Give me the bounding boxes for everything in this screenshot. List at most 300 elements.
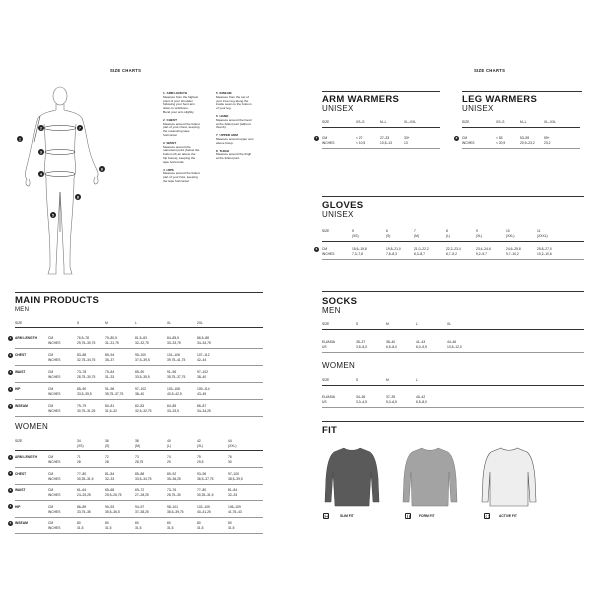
men-row-cm-label: CM bbox=[48, 370, 54, 374]
men-in-cell: 30,75–31,25 bbox=[77, 409, 96, 413]
leg_warmers-header-cell: XS–S bbox=[496, 120, 505, 124]
socks-women-header-cell: S bbox=[356, 378, 359, 382]
svg-text:2: 2 bbox=[40, 126, 42, 131]
women-in-cell: 36,5–37,75 bbox=[197, 476, 214, 481]
men-in-cell: 33,5–35,5 bbox=[135, 375, 150, 379]
gloves-sub: UNISEX bbox=[322, 210, 354, 219]
men-row-name: WAIST bbox=[15, 370, 26, 374]
men-in-cell: 32,5–32,75 bbox=[135, 409, 152, 413]
women-in-cell: 31,5 bbox=[197, 526, 204, 530]
fit-title: FIT bbox=[322, 425, 338, 436]
women-in-cell: 30,25–31,5 bbox=[77, 476, 94, 481]
women-header-cell: 38 bbox=[135, 439, 139, 443]
women-in-cell: 31,5 bbox=[77, 526, 84, 530]
women-cm-cell: 80 bbox=[105, 521, 109, 525]
women-row-name: CHEST bbox=[15, 471, 27, 476]
women-cm-cell: 75 bbox=[197, 455, 201, 459]
men-in-cell: 31–31,75 bbox=[105, 341, 119, 345]
socks-women-us-cell: 3,0–4,5 bbox=[356, 400, 367, 404]
women-cm-cell: 86–89 bbox=[77, 504, 87, 509]
women-cm-cell: 61–64 bbox=[77, 488, 87, 492]
women-cm-cell: 71 bbox=[77, 455, 81, 459]
women-in-cell: 24–25,25 bbox=[77, 493, 91, 497]
women-in-cell: 38,5–39,5 bbox=[228, 476, 243, 481]
leg_warmers-cm-cell: 53–59 bbox=[520, 136, 530, 140]
women-cm-cell: 90–93 bbox=[105, 504, 115, 509]
men-cm-cell: 91–96 bbox=[105, 387, 115, 391]
women-cm-cell: 106–109 bbox=[228, 504, 241, 509]
men-row-in-label: INCHES bbox=[48, 341, 61, 345]
women-in-cell: 37–38,25 bbox=[135, 509, 149, 514]
leg-warmers-rule bbox=[462, 91, 582, 92]
women-in-cell: 35,5–36,5 bbox=[105, 509, 120, 514]
men-cm-cell: 86,5–88 bbox=[197, 336, 209, 340]
men-in-cell: 38–40 bbox=[197, 375, 207, 379]
arm_warmers-header-rule bbox=[322, 127, 440, 128]
svg-text:3: 3 bbox=[40, 150, 42, 155]
gloves-cm-cell: 19,8–21,0 bbox=[386, 247, 401, 251]
socks-women-us-cell: 6,5–8,0 bbox=[416, 400, 427, 404]
socks-men-us-cell: 6,5–8,0 bbox=[386, 345, 397, 349]
men-row-name: HIP bbox=[15, 387, 21, 391]
socks-women-eu-label: EU/ASIA bbox=[322, 395, 336, 399]
gloves-header-cell: 7 bbox=[414, 229, 416, 233]
women-row-in-label: INCHES bbox=[48, 476, 61, 481]
socks-men-eu-cell: 44–46 bbox=[447, 340, 457, 344]
women-header-cell: 44 bbox=[228, 439, 232, 443]
women-in-cell: 30,25–31,5 bbox=[197, 493, 214, 497]
form-fit-label: FORM FIT bbox=[419, 514, 435, 518]
men-header-cell: SIZE bbox=[15, 321, 23, 325]
women-row-cm-label: CM bbox=[48, 504, 54, 509]
socks-women-label: WOMEN bbox=[322, 361, 356, 370]
women-cm-cell: 72 bbox=[105, 455, 109, 459]
arm-warmers-rule bbox=[322, 91, 440, 92]
gloves-header-cell: 8 bbox=[446, 229, 448, 233]
leg_warmers-in-cell: < 20,9 bbox=[496, 141, 506, 145]
gloves-in-cell: 9,7–10,2 bbox=[506, 252, 519, 256]
women-row-in-label: INCHES bbox=[48, 460, 61, 464]
men-row-name: INSEAM bbox=[15, 404, 28, 408]
women-in-cell: 31,5 bbox=[228, 526, 235, 530]
women-in-cell: 30 bbox=[228, 460, 232, 464]
form-fit-shirt-image bbox=[400, 444, 460, 510]
men-cm-cell: 84–85,5 bbox=[167, 336, 179, 340]
leg_warmers-cm-label: CM bbox=[462, 136, 468, 140]
svg-text:4: 4 bbox=[40, 172, 42, 177]
leg_warmers-cm-cell: 59+ bbox=[544, 136, 550, 140]
men-cm-cell: 76,5–78 bbox=[77, 336, 89, 340]
women-header-cell: 40 bbox=[167, 439, 171, 443]
women-in-cell: 33,75–35 bbox=[77, 509, 91, 514]
active-fit-shirt-image bbox=[479, 444, 539, 510]
men-cm-cell: 81,5–83 bbox=[135, 336, 147, 340]
svg-text:6: 6 bbox=[101, 167, 103, 172]
women-header-sub-cell: (XXL) bbox=[228, 444, 237, 448]
men-header-cell: M bbox=[105, 321, 108, 325]
women-header-sub-cell: (XL) bbox=[197, 444, 204, 448]
men-row-badge: 1 bbox=[9, 335, 12, 340]
arm_warmers-header-cell: XS–S bbox=[356, 120, 365, 124]
men-cm-cell: 89–94 bbox=[105, 353, 115, 357]
women-row-name: WAIST bbox=[15, 488, 26, 492]
main-products-title: MAIN PRODUCTS bbox=[15, 295, 100, 306]
socks-women-header-cell: M bbox=[386, 378, 389, 382]
women-row-badge: 2 bbox=[9, 471, 12, 475]
fit-rule bbox=[322, 421, 584, 422]
women-cm-cell: 80 bbox=[228, 521, 232, 525]
leg_warmers-in-cell: 20,9–23,2 bbox=[520, 141, 535, 145]
women-cm-cell: 80 bbox=[135, 521, 139, 525]
arm_warmers-cm-cell: 27–33 bbox=[380, 136, 390, 140]
leg_warmers-header-cell: M–L bbox=[520, 120, 527, 124]
gloves-header-sub-cell: (S) bbox=[386, 234, 391, 238]
women-row-badge: 1 bbox=[9, 454, 12, 459]
arm_warmers-in-cell: 13 bbox=[404, 141, 408, 145]
women-header-sub-cell: (S) bbox=[105, 444, 110, 448]
men-cm-cell: 95–100 bbox=[135, 353, 147, 357]
women-header-sub-cell: (XS) bbox=[77, 444, 84, 448]
women-cm-cell: 76 bbox=[228, 455, 232, 459]
men-in-cell: 34–34,75 bbox=[197, 341, 211, 345]
gloves-in-cell: 8,3–8,7 bbox=[414, 252, 425, 256]
men-in-cell: 43–45 bbox=[197, 392, 207, 396]
women-header-rule bbox=[15, 450, 263, 451]
women-cm-cell: 102–105 bbox=[197, 504, 210, 509]
women-row-name: INSEAM bbox=[15, 521, 28, 525]
women-cm-cell: 89–92 bbox=[167, 471, 177, 476]
men-in-cell: 35–37 bbox=[105, 358, 115, 362]
men-cm-cell: 73–78 bbox=[77, 370, 87, 374]
men-cm-cell: 85–90 bbox=[135, 370, 145, 374]
men-row-cm-label: CM bbox=[48, 404, 54, 408]
women-row-cm-label: CM bbox=[48, 471, 54, 476]
leg_warmers-header-cell: XL–XXL bbox=[544, 120, 557, 124]
women-header-cell: 42 bbox=[197, 439, 201, 443]
men-cm-cell: 101–106 bbox=[167, 353, 180, 357]
socks-men-eu-cell: 38–40 bbox=[386, 340, 396, 344]
socks-women-eu-cell: 34–36 bbox=[356, 395, 366, 399]
men-cm-cell: 79–79 bbox=[77, 404, 87, 408]
arm_warmers-badge: 7 bbox=[315, 135, 318, 140]
men-row-name: ARM LENGTH bbox=[15, 336, 37, 340]
socks-women-us-label: US bbox=[322, 400, 327, 404]
gloves-cm-cell: 22,2–23,4 bbox=[446, 247, 461, 251]
women-cm-cell: 77–80 bbox=[197, 488, 207, 492]
slim-fit-shirt-image bbox=[322, 444, 382, 510]
men-row-cm-label: CM bbox=[48, 336, 54, 340]
gloves-header-cell: 11 bbox=[537, 229, 541, 233]
gloves-header-cell: 6 bbox=[386, 229, 388, 233]
gloves-title: GLOVES bbox=[322, 200, 364, 211]
men-header-cell: XL bbox=[167, 321, 172, 325]
gloves-cm-cell: 24,6–25,8 bbox=[506, 247, 521, 251]
women-in-cell: 32–33 bbox=[105, 476, 115, 481]
guide-arm-length: 1 ARM LENGTH Measure from the highest point of your shoulder following your bent arm down to wristbone. Bend your arm slightly. bbox=[163, 91, 199, 114]
guide-thigh: 8 THIGH Measure around the thigh at the fullest part. bbox=[216, 148, 252, 161]
svg-text:5: 5 bbox=[52, 213, 54, 218]
women-cm-cell: 69–72 bbox=[135, 488, 145, 492]
women-cm-cell: 65–68 bbox=[105, 488, 115, 492]
socks-men-eu-label: EU/ASIA bbox=[322, 340, 336, 344]
gloves-rule bbox=[322, 196, 584, 197]
socks-men-header-rule bbox=[322, 329, 584, 330]
gloves-badge: 6 bbox=[315, 246, 318, 251]
women-row-cm-label: CM bbox=[48, 488, 54, 492]
socks-men-header-cell: S bbox=[356, 322, 359, 326]
men-cm-cell: 91–96 bbox=[167, 370, 177, 374]
men-row-cm-label: CM bbox=[48, 387, 54, 391]
men-row-badge: 4 bbox=[9, 386, 12, 391]
svg-text:8: 8 bbox=[77, 195, 79, 200]
women-in-cell: 41,75–43 bbox=[228, 509, 242, 514]
slim-fit-label: SLIM FIT bbox=[340, 514, 354, 518]
men-in-cell: 39,75–41,75 bbox=[167, 358, 186, 362]
men-in-cell: 33–33,5 bbox=[167, 409, 179, 413]
arm-warmers-sub: UNISEX bbox=[322, 104, 354, 113]
socks-women-us-cell: 5,0–6,5 bbox=[386, 400, 397, 404]
women-row-badge: 5 bbox=[9, 520, 12, 525]
svg-text:7: 7 bbox=[79, 126, 81, 131]
gloves-in-cell: 10,2–10,6 bbox=[537, 252, 552, 256]
socks-men-us-cell: 3,5–5,0 bbox=[356, 345, 367, 349]
socks-men-header-cell: XL bbox=[447, 322, 452, 326]
women-row-in-label: INCHES bbox=[48, 526, 61, 530]
men-cm-cell: 97–102 bbox=[135, 387, 147, 391]
main-products-women-label: WOMEN bbox=[15, 422, 49, 431]
men-cm-cell: 82–83 bbox=[135, 404, 145, 408]
gloves-in-cell: 7,8–8,3 bbox=[386, 252, 397, 256]
men-row-in-label: INCHES bbox=[48, 392, 61, 396]
size-charts-title-right: SIZE CHARTS bbox=[474, 68, 506, 73]
arm_warmers-header-cell: SIZE bbox=[322, 120, 330, 124]
socks-women-header-rule bbox=[322, 385, 584, 386]
women-in-cell: 31,5 bbox=[167, 526, 174, 530]
gloves-cm-label: CM bbox=[322, 247, 328, 251]
leg_warmers-cm-cell: < 53 bbox=[496, 136, 503, 140]
men-cm-cell: 103–108 bbox=[167, 387, 180, 391]
leg_warmers-in-cell: 23,2 bbox=[544, 141, 551, 145]
men-header-cell: L bbox=[135, 321, 137, 325]
gloves-header-sub-cell: (XXXL) bbox=[537, 234, 548, 238]
socks-men-label: MEN bbox=[322, 306, 341, 315]
men-cm-cell: 83–88 bbox=[77, 353, 87, 357]
men-cm-cell: 80–81 bbox=[105, 404, 115, 408]
women-cm-cell: 80 bbox=[77, 521, 81, 525]
socks-men-eu-cell: 41–43 bbox=[416, 340, 426, 344]
arm_warmers-header-cell: XL–XXL bbox=[404, 120, 417, 124]
socks-men-us-label: US bbox=[322, 345, 327, 349]
gloves-header-cell: 5 bbox=[352, 229, 354, 233]
women-header-sub-cell: (L) bbox=[167, 444, 172, 448]
women-in-cell: 35–36,25 bbox=[167, 476, 181, 481]
men-in-cell: 37,5–39,5 bbox=[135, 358, 150, 362]
men-cm-cell: 84–85 bbox=[167, 404, 177, 408]
men-in-cell: 33,5–35,5 bbox=[77, 392, 92, 396]
women-cm-cell: 77–80 bbox=[77, 471, 87, 476]
women-cm-cell: 74 bbox=[167, 455, 171, 459]
women-in-cell: 33,5–34,75 bbox=[135, 476, 152, 481]
women-cm-cell: 98–101 bbox=[167, 504, 179, 509]
gloves-header-sub-cell: (XXL) bbox=[506, 234, 515, 238]
women-row-in-label: INCHES bbox=[48, 493, 61, 497]
gloves-header-sub-cell: (L) bbox=[446, 234, 451, 238]
gloves-in-cell: 7,3–7,8 bbox=[352, 252, 363, 256]
women-in-cell: 29,5 bbox=[197, 460, 204, 464]
leg_warmers-header-cell: SIZE bbox=[462, 120, 470, 124]
women-in-cell: 29 bbox=[167, 460, 171, 464]
socks-men-header-cell: L bbox=[416, 322, 418, 326]
men-in-cell: 33–33,75 bbox=[167, 341, 181, 345]
socks-men-us-cell: 6,0–9,5 bbox=[416, 345, 427, 349]
form-fit-icon bbox=[405, 513, 411, 519]
leg-warmers-sub: UNISEX bbox=[462, 104, 494, 113]
guide-waist: 3 WAIST Measure around the narrowest point (below the bottom rib an above the hip bones), keeping the tape horizontal. bbox=[163, 140, 200, 164]
men-row-badge: 5 bbox=[9, 403, 12, 408]
women-row-badge: 3 bbox=[9, 487, 12, 492]
women-in-cell: 28,75–30 bbox=[167, 493, 181, 497]
gloves-header-cell: 10 bbox=[506, 229, 510, 233]
men-cm-cell: 109–114 bbox=[197, 387, 210, 391]
gloves-cm-cell: 23,4–24,6 bbox=[476, 247, 491, 251]
men-cm-cell: 86–87 bbox=[197, 404, 207, 408]
measure-guide-col-1 bbox=[163, 92, 211, 188]
socks-men-header-cell: SIZE bbox=[322, 322, 330, 326]
women-cm-cell: 80 bbox=[197, 521, 201, 525]
socks-women-eu-cell: 40–42 bbox=[416, 395, 426, 399]
men-in-cell: 28,75–30,75 bbox=[77, 375, 96, 379]
size-charts-title-left: SIZE CHARTS bbox=[110, 68, 142, 73]
leg_warmers-badge: 8 bbox=[455, 135, 458, 140]
active-fit-label: ACTIVE FIT bbox=[499, 514, 517, 518]
men-in-cell: 29,75–30,75 bbox=[77, 341, 96, 345]
women-in-cell: 31,5 bbox=[135, 526, 142, 530]
men-in-cell: 32,75–34,75 bbox=[77, 358, 96, 362]
gloves-header-sub-cell: (XS) bbox=[352, 234, 359, 238]
women-in-cell: 31,5 bbox=[105, 526, 112, 530]
guide-chest: 2 CHEST Measure around the fullest part of your chest, keeping the measuring tape horizontal. bbox=[163, 117, 200, 137]
women-row-name: ARM LENGTH bbox=[15, 455, 37, 459]
gloves-header-cell: 9 bbox=[476, 229, 478, 233]
leg-warmers-title: LEG WARMERS bbox=[462, 94, 538, 105]
men-cm-cell: 79–84 bbox=[105, 370, 115, 374]
men-cm-cell: 107–112 bbox=[197, 353, 210, 357]
women-header-sub-cell: (M) bbox=[135, 444, 140, 448]
men-row-in-label: INCHES bbox=[48, 375, 61, 379]
men-in-cell: 32–32,75 bbox=[135, 341, 149, 345]
men-row-in-label: INCHES bbox=[48, 409, 61, 413]
socks-men-header-cell: M bbox=[386, 322, 389, 326]
main-products-men-label: MEN bbox=[15, 307, 30, 313]
men-row-cm-label: CM bbox=[48, 353, 54, 357]
men-row-badge: 3 bbox=[9, 369, 12, 374]
men-row-name: CHEST bbox=[15, 353, 27, 357]
women-cm-cell: 85–88 bbox=[135, 471, 145, 476]
arm_warmers-cm-cell: 33+ bbox=[404, 136, 410, 140]
socks-rule bbox=[322, 291, 584, 292]
women-row-cm-label: CM bbox=[48, 455, 54, 459]
men-in-cell: 34–34,25 bbox=[197, 409, 211, 413]
men-in-cell: 42–44 bbox=[197, 358, 207, 362]
men-row-in-label: INCHES bbox=[48, 358, 61, 362]
women-in-cell: 32–33 bbox=[228, 493, 238, 497]
arm_warmers-header-cell: M–L bbox=[380, 120, 387, 124]
slim-fit-icon bbox=[323, 513, 329, 519]
women-in-cell: 25,5–26,75 bbox=[105, 493, 122, 497]
socks-men-eu-cell: 35–37 bbox=[356, 340, 366, 344]
active-fit-icon bbox=[484, 513, 490, 519]
guide-inseam: 5 INSEAM Measure from the top of your inner leg along the inside seam to the bottom of your leg. bbox=[216, 91, 252, 111]
guide-hips: 4 HIPS Measure around the fullest part of your hips, keeping the tape horizontal. bbox=[163, 167, 200, 183]
women-cm-cell: 73–76 bbox=[167, 488, 177, 492]
gloves-in-cell: 8,7–9,2 bbox=[446, 252, 457, 256]
men-header-cell: S bbox=[77, 321, 80, 325]
gloves-header-rule bbox=[322, 241, 584, 242]
men-in-cell: 40,5–42,5 bbox=[167, 392, 182, 396]
women-row-name: HIP bbox=[15, 504, 21, 509]
gloves-header-sub-cell: (XL) bbox=[476, 234, 483, 238]
leg_warmers-in-label: INCHES bbox=[462, 141, 475, 145]
socks-men-us-cell: 10,5–12,0 bbox=[447, 345, 462, 349]
socks-women-header-cell: L bbox=[416, 378, 418, 382]
gloves-cm-cell: 25,8–27,0 bbox=[537, 247, 552, 251]
body-measurement-figure bbox=[8, 82, 128, 282]
svg-text:1: 1 bbox=[19, 137, 21, 142]
men-header-cell: 2XL bbox=[197, 321, 203, 325]
gloves-cm-cell: 21,0–22,2 bbox=[414, 247, 429, 251]
men-cm-cell: 97–102 bbox=[197, 370, 209, 374]
socks-title: SOCKS bbox=[322, 296, 358, 307]
women-cm-cell: 80 bbox=[167, 521, 171, 525]
arm_warmers-in-label: INCHES bbox=[322, 141, 335, 145]
main-products-rule bbox=[15, 292, 263, 293]
men-header-rule bbox=[15, 327, 263, 328]
guide-hand: 6 HAND Measure around the hand at the fullest part (without thumb). bbox=[216, 113, 252, 130]
gloves-header-sub-cell: (M) bbox=[414, 234, 419, 238]
women-in-cell: 40–41,25 bbox=[197, 509, 211, 514]
women-row-badge: 4 bbox=[9, 504, 12, 508]
men-row-badge: 2 bbox=[9, 352, 12, 357]
men-in-cell: 31,5–32 bbox=[105, 409, 117, 413]
men-in-cell: 31–33 bbox=[105, 375, 115, 379]
women-row-cm-label: CM bbox=[48, 521, 54, 525]
arm-warmers-title: ARM WARMERS bbox=[322, 94, 400, 105]
men-in-cell: 35,75–37,75 bbox=[167, 375, 186, 379]
gloves-in-label: INCHES bbox=[322, 252, 335, 256]
socks-women-header-cell: SIZE bbox=[322, 378, 330, 382]
women-header-cell: 36 bbox=[105, 439, 109, 443]
guide-upper-arm: 7 UPPER ARM Measure around upper arm above bicep. bbox=[216, 133, 254, 145]
women-cm-cell: 73 bbox=[135, 455, 139, 459]
women-row-in-label: INCHES bbox=[48, 509, 61, 514]
men-in-cell: 38–40 bbox=[135, 392, 145, 396]
socks-women-eu-cell: 37–39 bbox=[386, 395, 396, 399]
arm_warmers-cm-label: CM bbox=[322, 136, 328, 140]
women-cm-cell: 93–96 bbox=[197, 471, 207, 476]
women-cm-cell: 81–84 bbox=[105, 471, 115, 476]
women-header-cell: SIZE bbox=[15, 439, 23, 443]
women-in-cell: 28,75 bbox=[135, 460, 144, 464]
gloves-header-cell: SIZE bbox=[322, 229, 330, 233]
men-cm-cell: 85–90 bbox=[77, 387, 87, 391]
arm_warmers-in-cell: 10,5–13 bbox=[380, 141, 392, 145]
arm_warmers-in-cell: < 10,5 bbox=[356, 141, 366, 145]
gloves-in-cell: 9,2–9,7 bbox=[476, 252, 487, 256]
women-cm-cell: 81–84 bbox=[228, 488, 238, 492]
women-in-cell: 28 bbox=[105, 460, 109, 464]
women-in-cell: 28 bbox=[77, 460, 81, 464]
women-cm-cell: 94–97 bbox=[135, 504, 145, 509]
